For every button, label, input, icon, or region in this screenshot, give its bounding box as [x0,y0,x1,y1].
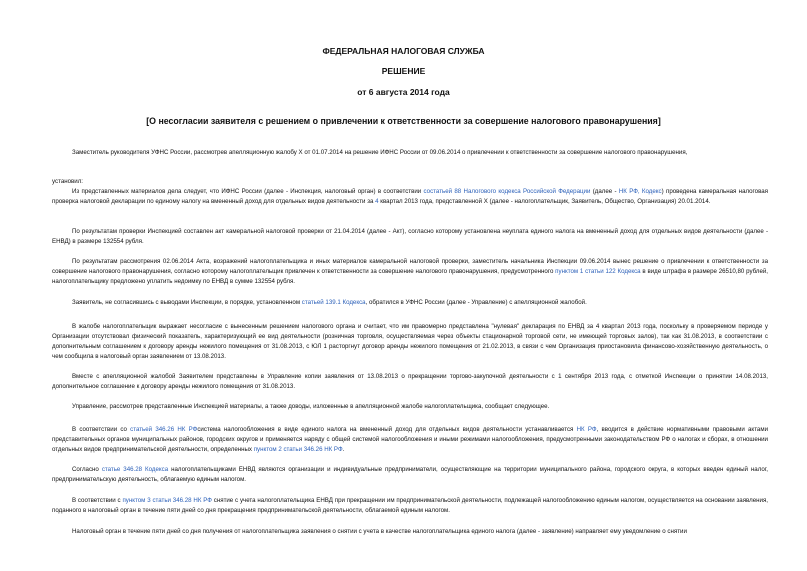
paragraph-text: Согласно [72,466,102,473]
link-article-122[interactable]: пунктом 1 статьи 122 Кодекса [555,268,641,275]
paragraph-text: В соответствии со [72,426,131,433]
paragraph-text: По результатам рассмотрения 02.06.2014 Акта, возражений налогоплательщика и иных материалов камеральной налоговой проверки, заместитель начальника Инспекции 09.06.2014 вынес решение о привлечении к ответственности за совершение налогового правонарушения, согласно которому налогоплательщик привлечен к ответственности за совершение налогового правонарушения, предусмотренного [52,258,768,275]
paragraph-text: ) проведена камеральная налоговая проверка налоговой декларации по единому налогу на вмененный доход для отдельных видов деятельности за [52,188,769,205]
paragraph-text: . [342,446,345,453]
paragraph-complaint: В жалобе налогоплательщик выражает несогласие с вынесенным решением налогового органа и считает, что им правомерно представлена "нулевая" декларация по ЕНВД за 4 квартал 2013 года, поскольку в проверяемом периоде у Организации отсутствовал физический показатель, характеризующий ее вид деятельности (розничная торговля, осуществляемая через объекты стационарной торговой сети, не имеющей торговых залов), так как 31.08.2013, в соответствии с дополнительным соглашением к договору аренды нежилого помещения от 31.08.2013, с ЮЛ 1 расторгнут договор аренды нежилого помещения от 21.02.2013, в связи с чем Организация приостановила финансово-хозяйственную деятельность, о чем сообщила в налоговый орган заявлением от 13.08.2013. [52,323,768,360]
paragraph-text: в виде штрафа в размере 26510,80 рублей, налогоплательщику предложено уплатить недоимку по ЕНВД в сумме 132554 рубля. [52,268,769,285]
paragraph-text: снятие с учета налогоплательщика ЕНВД при прекращении им предпринимательской деятельности, подлежащей налогообложению единым налогом, осуществляется на основании заявления, поданного в налоговый орган в течение пяти дней со дня прекращения предпринимательской деятельности, облагаемой единым налогом. [52,497,768,514]
link-tax-code[interactable]: НК РФ, Кодекс [618,188,662,195]
paragraph-article-346-26 [52,425,768,455]
paragraph-text: Из представленных материалов дела следует, что ИФНС России (далее - Инспекция, налоговый орган) в соответствии [72,188,424,195]
decision-date: от 6 августа 2014 года [357,87,450,97]
paragraph-intro: Заместитель руководителя УФНС России, рассмотрев апелляционную жалобу Х от 01.07.2014 на решение ИФНС России от 09.06.2014 о привлечении к ответственности за совершение налогового правонарушения, [72,149,688,156]
link-article-88[interactable]: состатьей 88 Налогового кодекса Российской Федерации [423,188,591,195]
agency-title: ФЕДЕРАЛЬНАЯ НАЛОГОВАЯ СЛУЖБА [322,46,485,56]
paragraph-facts [52,187,768,207]
paragraph-clause-3 [52,496,768,516]
paragraph-review: Управление, рассмотрев представленные Инспекцией материалы, а также доводы, изложенные в апелляционной жалобе налогоплательщика, сообщает следующее. [72,403,550,410]
paragraph-appeal [52,298,768,308]
paragraph-decision [52,257,768,287]
paragraph-text: (далее - [590,188,619,195]
link-nk-rf[interactable]: НК РФ [576,426,597,433]
paragraph-text: квартал 2013 года, представленной Х (далее - налогоплательщик, Заявитель, Общество, Организация) 20.01.2014. [378,198,711,205]
paragraph-text: система налогообложения в виде единого налога на вмененный доход для отдельных видов деятельности устанавливается [197,426,577,433]
paragraph-text: , вводится в действие нормативными правовыми актами представительных органов муниципальных районов, городских округов и применяется наряду с общей системой налогообложения и иными режимами налогообложения, предусмотренными законодательством РФ о налогах и сборах, в отношении отдельных видов предпринимательской деятельности, определенных [52,426,769,453]
link-article-139-1[interactable]: статьей 139.1 Кодекса [301,299,366,306]
decision-title: РЕШЕНИЕ [381,66,426,76]
paragraph-documents: Вместе с апелляционной жалобой Заявителем представлены в Управление копии заявления от 13.08.2013 о прекращении торгово-закупочной деятельности с 1 сентября 2013 года, с отметкой Инспекции о принятии 14.08.2013, дополнительное соглашение к договору аренды нежилого помещения от 31.08.2013. [52,373,768,390]
link-clause-3-article-346-28[interactable]: пунктом 3 статьи 346.28 НК РФ [122,497,212,504]
paragraph-notification: Налоговый орган в течение пяти дней со дня получения от налогоплательщика заявления о снятии с учета в качестве налогоплательщика единого налога (далее - заявление) направляет ему уведомление о снятии [72,528,687,535]
paragraph-text: , обратился в УФНС России (далее - Управление) с апелляционной жалобой. [365,299,587,306]
paragraph-article-346-28 [52,465,768,485]
link-article-346-28[interactable]: статье 346.28 Кодекса [101,466,169,473]
decision-subject: [О несогласии заявителя с решением о привлечении к ответственности за совершение налогового правонарушения] [146,116,661,126]
link-quarter-4[interactable]: 4 [375,198,379,205]
paragraph-text: В соответствии с [72,497,123,504]
paragraph-text: налогоплательщиками ЕНВД являются организации и индивидуальные предприниматели, осуществляющие на территории муниципального района, городского округа, в которых введен единый налог, предпринимательскую деятельность, облагаемую единым налогом. [52,466,768,483]
paragraph-text: Заявитель, не согласившись с выводами Инспекции, в порядке, установленном [72,299,302,306]
paragraph-audit-act: По результатам проверки Инспекцией составлен акт камеральной налоговой проверки от 21.04.2014 (далее - Акт), согласно которому установлена неуплата единого налога на вмененный доход для отдельных видов деятельности (далее - ЕНВД) в размере 132554 рубля. [52,228,768,245]
paragraph-established: установил: [52,178,84,185]
link-clause-2-article-346-26[interactable]: пунктом 2 статьи 346.26 НК РФ [253,446,343,453]
link-article-346-26[interactable]: статьей 346.26 НК РФ [130,426,198,433]
